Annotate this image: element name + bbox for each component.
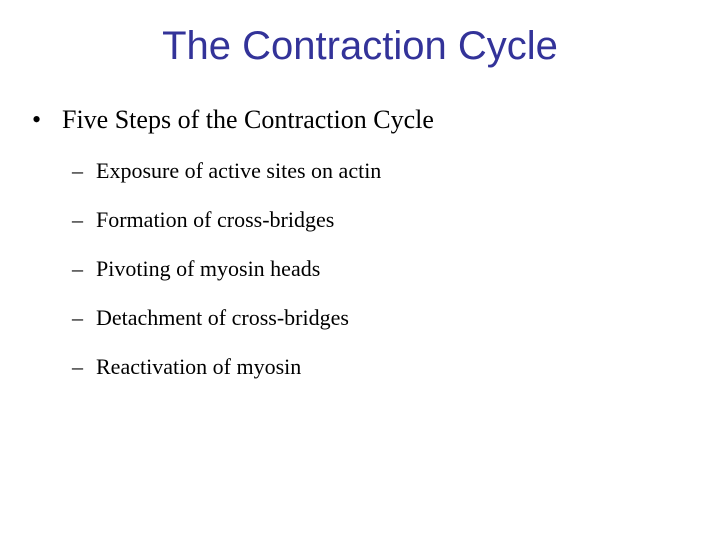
step-item [72, 353, 381, 381]
dash-marker: – [72, 256, 83, 281]
dash-marker: – [72, 158, 83, 183]
bullet-marker: • [32, 105, 42, 134]
dash-marker: – [72, 207, 83, 232]
step-item [72, 304, 381, 332]
step-text: Reactivation of myosin [96, 354, 302, 379]
slide-title: The Contraction Cycle [162, 24, 558, 68]
step-text: Pivoting of myosin heads [96, 256, 321, 281]
step-text: Formation of cross-bridges [96, 207, 335, 232]
step-text: Exposure of active sites on actin [96, 158, 382, 183]
main-bullet-text: Five Steps of the Contraction Cycle [62, 105, 434, 134]
main-bullet [32, 104, 434, 136]
step-text: Detachment of cross-bridges [96, 305, 349, 330]
steps-list [72, 157, 381, 402]
dash-marker: – [72, 354, 83, 379]
dash-marker: – [72, 305, 83, 330]
step-item [72, 157, 381, 185]
step-item [72, 255, 381, 283]
step-item [72, 206, 381, 234]
